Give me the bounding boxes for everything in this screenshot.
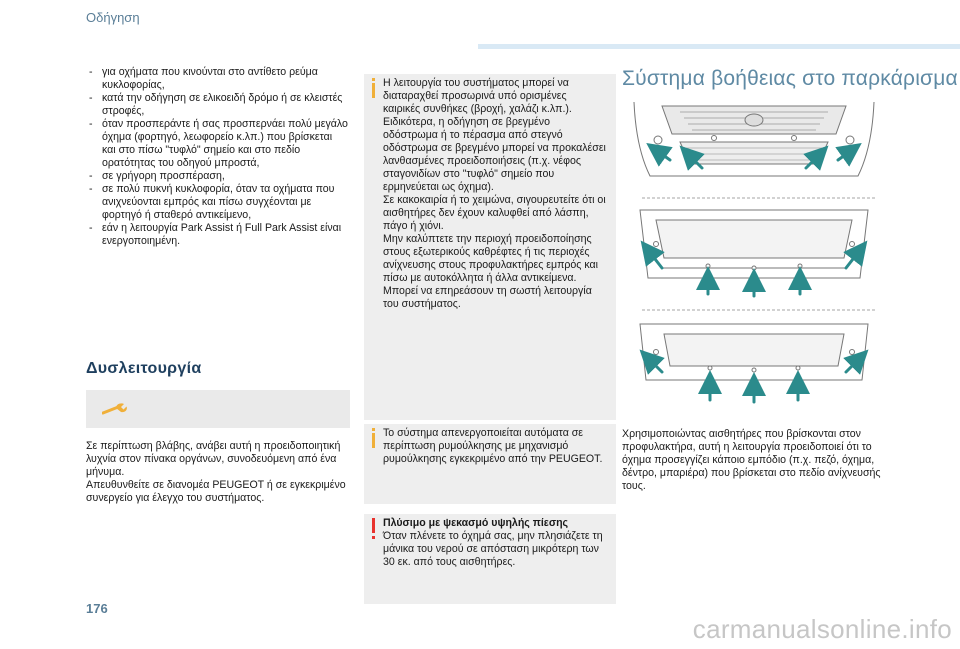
header-title: Οδήγηση	[86, 10, 140, 25]
parking-sensors-illustration	[622, 98, 886, 416]
section-title-malfunction: Δυσλειτουργία	[86, 360, 202, 377]
rear-bumper-drawing	[640, 210, 868, 278]
list-item: - για οχήματα που κινούνται στο αντίθετο ρεύμα κυκλοφορίας,	[86, 66, 348, 92]
list-item: - εάν η λειτουργία Park Assist ή Full Park Assist είναι ενεργοποιημένη.	[86, 222, 348, 248]
list-item: - όταν προσπεράντε ή σας προσπερνάει πολύ μεγάλο όχημα (φορτηγό, λεωφορείο κ.λπ.) που βρίσκεται και στο πίσω "τυφλό" σημείο και στο πεδίο ορατότητας του οδηγού μπροστά,	[86, 118, 348, 170]
list-item: - σε πολύ πυκνή κυκλοφορία, όταν τα οχήματα που ανιχνεύονται εμπρός και πίσω συγχέονται με φορτηγό ή σταθερό αντικείμενο,	[86, 183, 348, 222]
conditions-list	[86, 66, 348, 248]
watermark: carmanualsonline.info	[692, 614, 952, 644]
list-item: - σε γρήγορη προσπέραση,	[86, 170, 348, 183]
info-box-towing	[364, 424, 616, 504]
warning-title: Πλύσιμο με ψεκασμό υψηλής πίεσης	[383, 517, 569, 529]
wrench-icon	[102, 402, 130, 416]
header-bar	[478, 44, 960, 49]
info-box-text: Η λειτουργία του συστήματος μπορεί να διαταραχθεί προσωρινά υπό ορισμένες καιρικές συνθήκες (βροχή, χαλάζι κ.λπ.). Ειδικότερα, η οδήγηση σε βρεγμένο οδόστρωμα ή το πέρασμα από στεγνό οδόστρωμα σε βρεγμένο μπορεί να προκαλέσει λανθασμένες προειδοποιήσεις (π.χ. νέφος σταγονιδίων στο "τυφλό" σημείο που ερμηνεύεται ως όχημα). Σε κακοκαιρία ή το χειμώνα, σιγουρευτείτε ότι οι αισθητήρες δεν έχουν καλυφθεί από λάσπη, πάγο ή χιόνι. Μην καλύπτετε την περιοχή προειδοποίησης στους εξωτερικούς καθρέφτες ή τις περιοχές ανίχνευσης στους προφυλακτήρες εμπρός και πίσω με αυτοκόλλητα ή άλλα αντικείμενα. Μπορεί να επηρεάσουν τη σωστή λειτουργία του συστήματος.	[383, 77, 606, 310]
info-box-text: Το σύστημα απενεργοποιείται αυτόματα σε περίπτωση ρυμούλκησης με μηχανισμό ρυμούλκησης εγκεκριμένο από την PEUGEOT.	[383, 427, 603, 465]
warning-text: Όταν πλένετε το όχημά σας, μην πλησιάζετε τη μάνικα του νερού σε απόσταση μικρότερη των 30 εκ. από τους αισθητήρες.	[383, 530, 603, 568]
info-box-weather	[364, 74, 616, 420]
page-number: 176	[86, 601, 108, 616]
warning-box-washing	[364, 514, 616, 604]
malfunction-paragraph: Σε περίπτωση βλάβης, ανάβει αυτή η προειδοποιητική λυχνία στον πίνακα οργάνων, συνοδευόμενη από ένα μήνυμα. Απευθυνθείτε σε διανομέα PEUGEOT ή σε εγκεκριμένο συνεργείο για έλεγχο του συστήματος.	[86, 440, 346, 504]
front-bumper-drawing	[634, 102, 874, 176]
malfunction-text	[86, 440, 348, 505]
page-title: Σύστημα βοήθειας στο παρκάρισμα	[622, 67, 958, 90]
parking-assist-description: Χρησιμοποιώντας αισθητήρες που βρίσκονται στον προφυλακτήρα, αυτή η λειτουργία προειδοποιεί ότι το όχημα προσεγγίζει κάποιο εμπόδιο (π.χ. πεζό, όχημα, δέντρο, μπαριέρα) που βρίσκεται στο πεδίο ανίχνευσής τους.	[622, 428, 881, 492]
list-item: - κατά την οδήγηση σε ελικοειδή δρόμο ή σε κλειστές στροφές,	[86, 92, 348, 118]
warning-lamp-box	[86, 390, 350, 428]
